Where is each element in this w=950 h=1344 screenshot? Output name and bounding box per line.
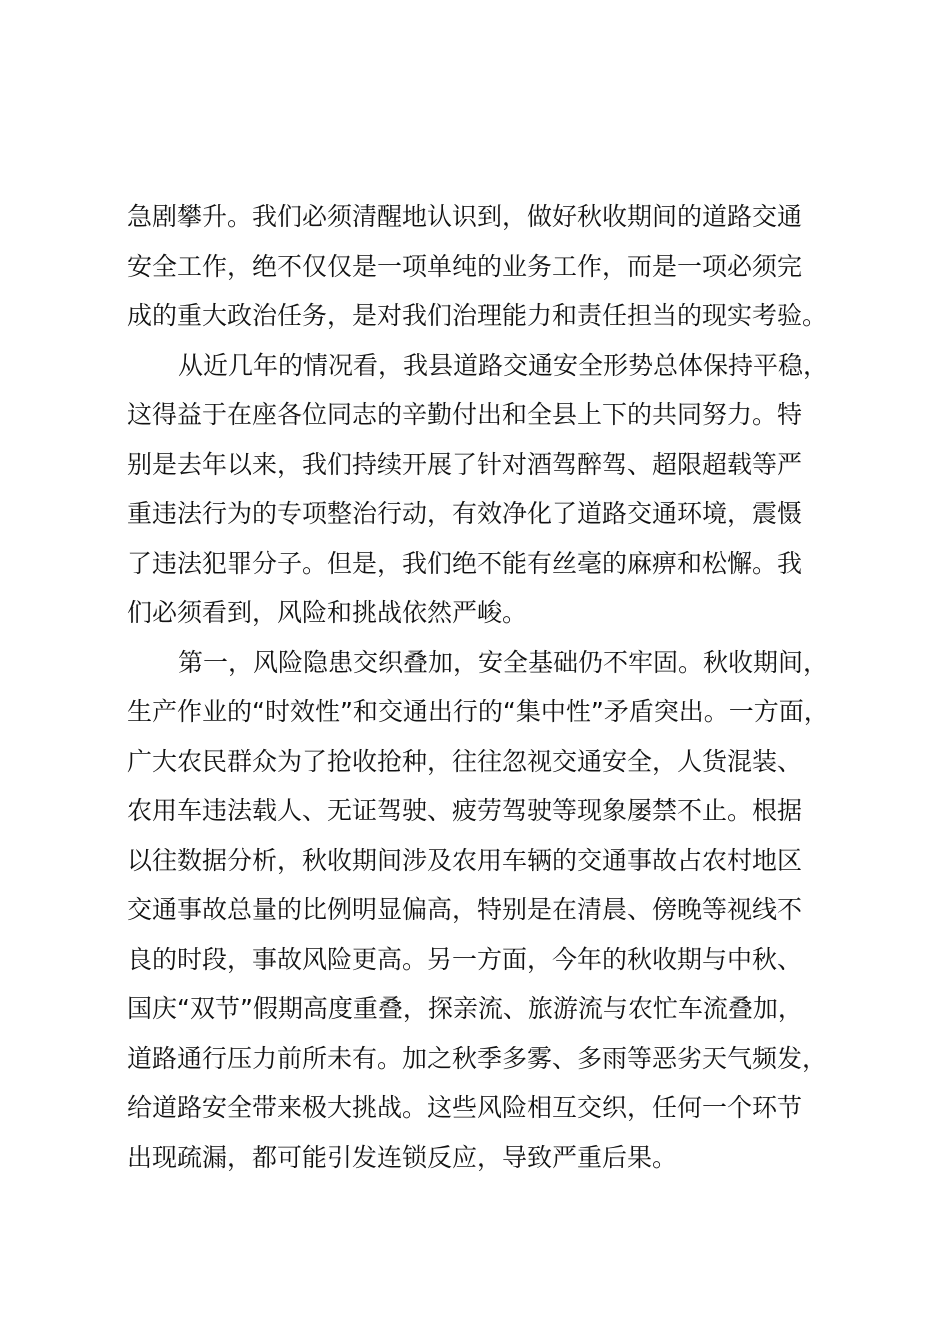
paragraph-situation — [127, 341, 827, 638]
text-line: 给道路安全带来极大挑战。这些风险相互交织，任何一个环节 — [127, 1093, 803, 1122]
text-line: 出现疏漏，都可能引发连锁反应，导致严重后果。 — [127, 1142, 678, 1172]
text-line: 安全工作，绝不仅仅是一项单纯的业务工作，而是一项必须完 — [127, 251, 803, 281]
text-line: 农用车违法载人、无证驾驶、疲劳驾驶等现象屡禁不止。根据 — [127, 796, 803, 825]
paragraph-first-risk — [127, 638, 827, 1183]
text-line: 们必须看到，风险和挑战依然严峻。 — [127, 598, 528, 627]
text-line: 成的重大政治任务，是对我们治理能力和责任担当的现实考验。 — [127, 301, 828, 330]
text-line: 生产作业的“时效性”和交通出行的“集中性”矛盾突出。一方面， — [127, 697, 829, 726]
text-line: 急剧攀升。我们必须清醒地认识到，做好秋收期间的道路交通 — [127, 202, 803, 231]
text-line: 从近几年的情况看，我县道路交通安全形势总体保持平稳， — [178, 350, 829, 380]
text-line: 道路通行压力前所未有。加之秋季多雾、多雨等恶劣天气频发， — [127, 1043, 828, 1073]
text-line: 以往数据分析，秋收期间涉及农用车辆的交通事故占农村地区 — [127, 845, 803, 875]
text-line: 别是去年以来，我们持续开展了针对酒驾醉驾、超限超载等严 — [127, 449, 803, 479]
text-line: 第一，风险隐患交织叠加，安全基础仍不牢固。秋收期间， — [178, 647, 829, 677]
text-line: 这得益于在座各位同志的辛勤付出和全县上下的共同努力。特 — [127, 400, 803, 429]
text-line: 重违法行为的专项整治行动，有效净化了道路交通环境，震慑 — [127, 499, 803, 528]
text-line: 国庆“双节”假期高度重叠，探亲流、旅游流与农忙车流叠加， — [127, 994, 803, 1023]
body-text — [127, 192, 827, 1182]
paragraph-continuation — [127, 192, 827, 341]
text-line: 广大农民群众为了抢收抢种，往往忽视交通安全，人货混装、 — [127, 746, 803, 776]
text-line: 了违法犯罪分子。但是，我们绝不能有丝毫的麻痹和松懈。我 — [127, 548, 803, 578]
text-line: 交通事故总量的比例明显偏高，特别是在清晨、傍晚等视线不 — [127, 895, 803, 924]
text-line: 良的时段，事故风险更高。另一方面，今年的秋收期与中秋、 — [127, 944, 803, 974]
